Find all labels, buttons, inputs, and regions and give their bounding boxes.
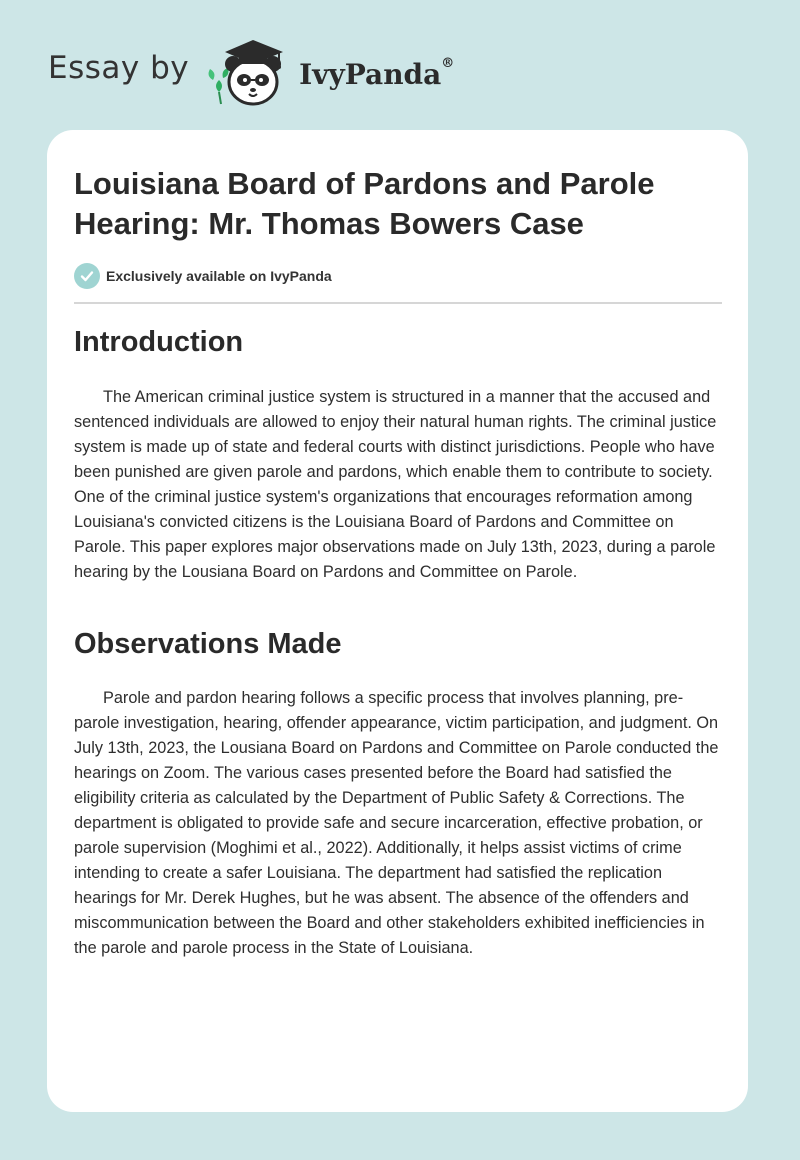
title-divider: [74, 302, 722, 304]
panda-icon: [205, 34, 293, 110]
page-title: Louisiana Board of Pardons and Parole Hearing: Mr. Thomas Bowers Case: [74, 166, 655, 241]
site-header: [48, 34, 548, 110]
essay-by-label: Essay by: [48, 50, 190, 86]
section-heading-introduction: Introduction: [74, 326, 244, 358]
ivypanda-logo[interactable]: [205, 34, 293, 110]
essay-card: [47, 130, 748, 1112]
section-paragraph-observations: Parole and pardon hearing follows a specific process that involves planning, pre-parole investigation, hearing, offender appearance, victim participation, and judgment. On July 13th, 2023, the Lousiana Board on Pardons and Committee on Parole conducted the hearings on Zoom. The various cases presented before the Board had satisfied the eligibility criteria as calculated by the Department of Public Safety & Corrections. The department is obligated to provide safe and secure incarceration, effective probation, or parole supervision (Moghimi et al., 2022). Additionally, it helps assist victims of crime intending to create a safer Louisiana. The department had satisfied the replication hearings for Mr. Derek Hughes, but he was absent. The absence of the offenders and miscommunication between the Board and other stakeholders exhibited inefficiencies in the parole and parole process in the State of Louisiana.: [74, 689, 719, 957]
exclusive-badge-label: Exclusively available on IvyPanda: [106, 268, 332, 284]
section-heading-observations: Observations Made: [74, 628, 342, 660]
brand-name[interactable]: IvyPanda®: [299, 55, 455, 91]
section-paragraph-introduction: The American criminal justice system is structured in a manner that the accused and sentenced individuals are allowed to enjoy their natural human rights. The criminal justice system is made up of state and federal courts with distinct jurisdictions. People who have been punished are given parole and pardons, which enable them to contribute to society. One of the criminal justice system's organizations that encourages reformation among Louisiana's convicted citizens is the Louisiana Board of Pardons and Committee on Parole. This paper explores major observations made on July 13th, 2023, during a parole hearing by the Lousiana Board on Pardons and Committee on Parole.: [74, 388, 717, 581]
check-icon: [74, 263, 100, 289]
ivy-leaf-icon: [209, 68, 229, 104]
exclusive-badge: [74, 262, 332, 290]
registered-mark: ®: [441, 55, 455, 71]
